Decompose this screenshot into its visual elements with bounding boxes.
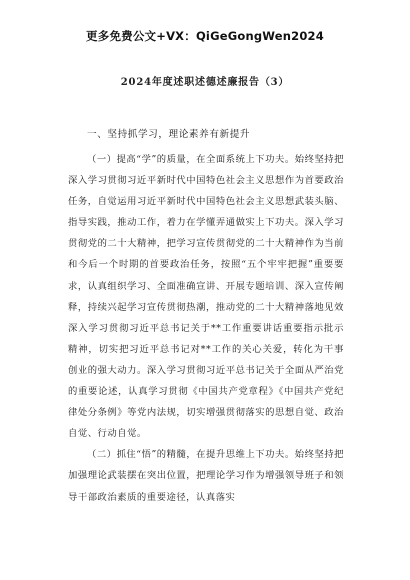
document-title: 2024年度述职述德述廉报告（3） — [120, 77, 290, 88]
watermark-header: 更多免费公文+VX：QiGeGongWen2024 — [86, 29, 324, 43]
document-body — [68, 125, 344, 508]
section-heading: 一、坚持抓学习，理论素养有新提升 — [87, 129, 251, 140]
paragraph-2: （二）抓住“悟”的精髓，在提升思维上下功夫。始终坚持把加强理论武装摆在突出位置，把理论学习作为增强领导班子和领导干部政治素质的重要途径，认真落实 — [68, 449, 344, 503]
paragraph-1: （一）提高“学”的质量，在全面系统上下功夫。始终坚持把深入学习贯彻习近平新时代中国特色社会主义思想作为首要政治任务，自觉运用习近平新时代中国特色社会主义思想武装头脑、指导实践，推动工作，着力在学懂弄通做实上下功夫。深入学习贯彻党的二十大精神，把学习宣传贯彻党的二十大精神作为当前和今后一个时期的首要政治任务，按照“五个牢牢把握”重要要求，认真组织学习、全面准确宣讲、开展专题培训、深入宣传阐释，持续兴起学习宣传贯彻热潮，推动党的二十大精神落地见效深入学习贯彻习近平总书记关于**工作重要讲话重要指示批示精神，切实把习近平总书记对**工作的关心关爱，转化为干事创业的强大动力。深入学习贯彻习近平总书记关于全面从严治党的重要论述，认真学习贯彻《中国共产党章程》《中国共产党纪律处分条例》等党内法规，切实增强贯彻落实的思想自觉、政治自觉、行动自觉。 — [68, 154, 344, 440]
